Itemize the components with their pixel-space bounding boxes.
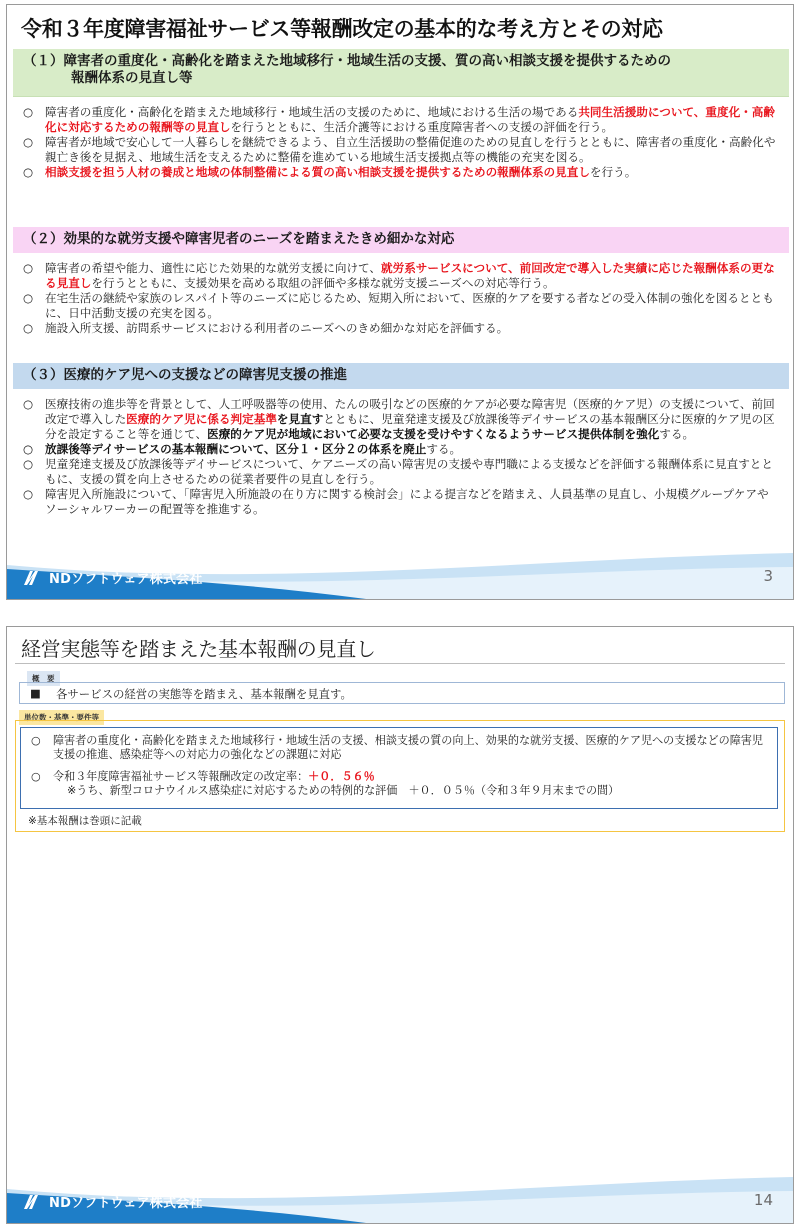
bullet-item: ○ 医療技術の進歩等を背景として、人工呼吸器等の使用、たんの吸引などの医療的ケアが必要な障害児（医療的ケア児）の支援について、前回改定で導入した医療的ケア児に係る判定基準を見直すとともに、児童発達支援及び放課後等デイサービスの基本報酬区分に医療的ケア児の区分を設定すること等を通じて、医療的ケア児が地域において必要な支援を受けやすくなるようサービス提供体制を強化する。 [23,397,775,441]
bullet-item: ○ 障害児入所施設について、「障害児入所施設の在り方に関する検討会」による提言などを踏まえ、人員基準の見直し、小規模グループケアやソーシャルワーカーの配置等を推進する。 [23,487,769,516]
bullet-item: ○ 施設入所支援、訪問系サービスにおける利用者のニーズへのきめ細かな対応を評価する。 [23,321,509,335]
slide-footer [7,1177,793,1223]
bullet-item: ○ 放課後等デイサービスの基本報酬について、区分１・区分２の体系を廃止する。 [23,442,462,456]
rate-value: ＋０．５６％ [308,770,375,783]
nd-logo-icon [23,1194,45,1210]
section-1-heading [13,49,789,97]
bullet-circle-icon: ○ [23,105,34,119]
title-divider [15,663,785,664]
detail-inner-box [20,727,778,809]
page-number: 14 [753,1191,773,1209]
overview-box [19,682,785,704]
bullet-circle-icon: ○ [31,734,41,747]
section-1-heading-line2: 報酬体系の見直し等 [71,70,193,86]
bullet-circle-icon: ○ [23,135,34,149]
bullet-item: ○ 障害者が地域で安心して一人暮らしを継続できるよう、自立生活援助の整備促進のための見直しを行うとともに、障害者の重度化・高齢化や親亡き後を見据え、地域生活を支えるために整備を進めている地域生活支援拠点等の機能の充実を図る。 [23,135,776,164]
bullet-item: ○ 児童発達支援及び放課後等デイサービスについて、ケアニーズの高い障害児の支援や専門職による支援などを評価する報酬体系に見直すとともに、支援の質を向上させるための従業者要件の見直しを行う。 [23,457,773,486]
slide-title: 令和３年度障害福祉サービス等報酬改定の基本的な考え方とその対応 [21,17,663,41]
rate-label: 令和３年度障害福祉サービス等報酬改定の改定率： [53,770,309,783]
bullet-item: ○ 相談支援を担う人材の養成と地域の体制整備による質の高い相談支援を提供するための報酬体系の見直しを行う。 [23,165,637,179]
section-1-bullets [23,105,779,180]
bullet-item: ○ 障害者の重度化・高齢化を踏まえた地域移行・地域生活の支援のために、地域における生活の場である共同生活援助について、重度化・高齢化に対応するための報酬等の見直しを行うとともに、生活介護等における重度障害者への支援の評価を行う。 [23,105,775,134]
footnote: ※基本報酬は巻頭に記載 [28,815,142,827]
company-logo [23,568,203,587]
bullet-item: ○ 在宅生活の継続や家族のレスパイト等のニーズに応じるため、短期入所において、医療的ケアを要する者などの受入体制の強化を図るとともに、日中活動支援の充実を図る。 [23,291,774,320]
nd-logo-icon [23,570,45,586]
section-3-heading: （３）医療的ケア児への支援などの障害児支援の推進 [13,363,789,389]
rate-note: ※うち、新型コロナウイルス感染症に対応するための特例的な評価 ＋０．０５％（令和３年９月末までの間） [67,784,620,797]
square-bullet-icon: ■ [30,686,41,700]
detail-tag: 単位数・基準・要件等 [19,710,104,725]
section-2-heading: （２）効果的な就労支援や障害児者のニーズを踏まえたきめ細かな対応 [13,227,789,253]
detail-box [15,720,785,832]
bullet-circle-icon: ○ [23,457,34,471]
bullet-item: ○ 障害者の希望や能力、適性に応じた効果的な就労支援に向けて、就労系サービスについて、前回改定で導入した実績に応じた報酬体系の更なる見直しを行うとともに、支援効果を高める取組の評価や多様な就労支援ニーズへの対応等行う。 [23,261,775,290]
slide-3 [6,4,794,600]
company-name: NDソフトウェア株式会社 [49,572,203,587]
section-2-bullets [23,261,779,336]
bullet-circle-icon: ○ [31,770,41,783]
slide-footer [7,553,793,599]
bullet-circle-icon: ○ [23,261,34,275]
slide-title: 経営実態等を踏まえた基本報酬の見直し [21,637,376,661]
bullet-circle-icon: ○ [23,487,34,501]
company-logo [23,1192,203,1211]
section-1-heading-line1: （１）障害者の重度化・高齢化を踏まえた地域移行・地域生活の支援、質の高い相談支援を提供するための [23,53,671,69]
page-number: 3 [763,567,773,585]
bullet-circle-icon: ○ [23,397,34,411]
bullet-circle-icon: ○ [23,165,34,179]
overview-text: 各サービスの経営の実態等を踏まえ、基本報酬を見直す。 [56,687,352,701]
bullet-circle-icon: ○ [23,442,34,456]
bullet-circle-icon: ○ [23,321,34,335]
bullet-circle-icon: ○ [23,291,34,305]
overview-tag: 概 要 [27,671,60,686]
detail-text: 障害者の重度化・高齢化を踏まえた地域移行・地域生活の支援、相談支援の質の向上、効果的な就労支援、医療的ケア児への支援などの障害児支援の推進、感染症等への対応力の強化などの課題に対応 [53,734,764,761]
company-name: NDソフトウェア株式会社 [49,1196,203,1211]
section-3-bullets [23,397,779,517]
slide-14 [6,626,794,1224]
